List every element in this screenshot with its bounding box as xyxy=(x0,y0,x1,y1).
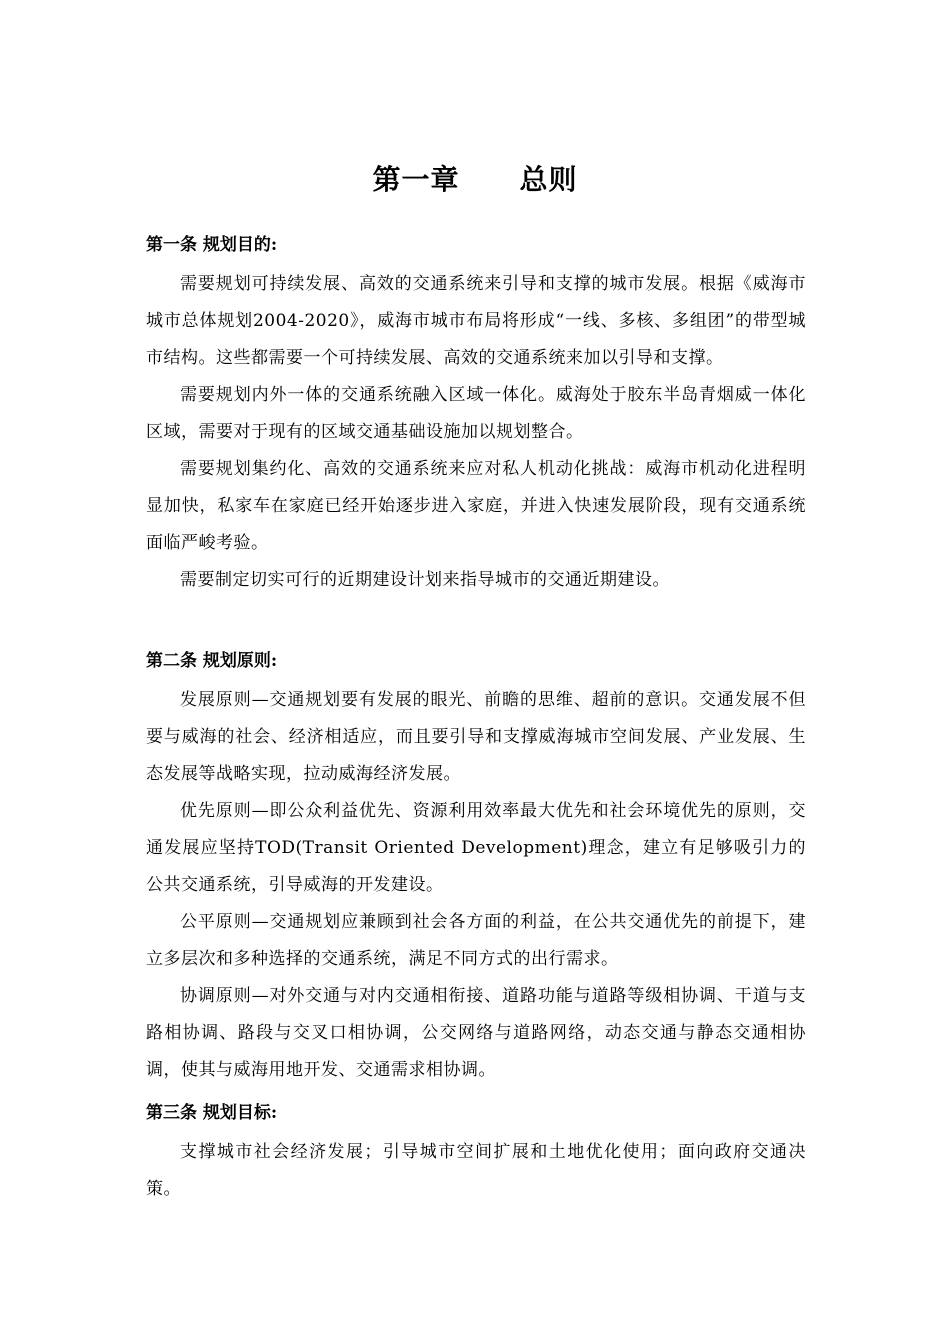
paragraph: 需要规划集约化、高效的交通系统来应对私人机动化挑战：威海市机动化进程明显加快，私家车在家庭已经开始逐步进入家庭，并进入快速发展阶段，现有交通系统面临严峻考验。 xyxy=(146,459,806,553)
paragraph: 支撑城市社会经济发展；引导城市空间扩展和土地优化使用；面向政府交通决策。 xyxy=(146,1142,806,1199)
paragraph: 公平原则—交通规划应兼顾到社会各方面的利益，在公共交通优先的前提下，建立多层次和多种选择的交通系统，满足不同方式的出行需求。 xyxy=(146,912,806,969)
paragraph: 需要规划可持续发展、高效的交通系统来引导和支撑的城市发展。根据《威海市城市总体规划2004-2020》，威海市城市布局将形成“一线、多核、多组团”的带型城市结构。这些都需要一个可持续发展、高效的交通系统来加以引导和支撑。 xyxy=(146,274,806,368)
article-heading: 第二条 规划原则: xyxy=(146,651,278,671)
paragraph: 协调原则—对外交通与对内交通相衔接、道路功能与道路等级相协调、干道与支路相协调、路段与交叉口相协调，公交网络与道路网络，动态交通与静态交通相协调，使其与威海用地开发、交通需求相协调。 xyxy=(146,986,806,1080)
article-1 xyxy=(146,232,806,599)
article-2 xyxy=(146,648,806,1089)
paragraph: 需要规划内外一体的交通系统融入区域一体化。威海处于胶东半岛青烟威一体化区域，需要对于现有的区域交通基础设施加以规划整合。 xyxy=(146,385,806,442)
chapter-name: 总则 xyxy=(519,163,578,196)
article-heading: 第三条 规划目标: xyxy=(146,1103,278,1123)
paragraph: 发展原则—交通规划要有发展的眼光、前瞻的思维、超前的意识。交通发展不但要与威海的社会、经济相适应，而且要引导和支撑威海城市空间发展、产业发展、生态发展等战略实现，拉动威海经济发展。 xyxy=(146,690,806,784)
paragraph: 优先原则—即公众利益优先、资源利用效率最大优先和社会环境优先的原则，交通发展应坚持TOD(Transit Oriented Development)理念，建立有足够吸引力的公共交通系统，引导威海的开发建设。 xyxy=(146,801,806,895)
paragraph: 需要制定切实可行的近期建设计划来指导城市的交通近期建设。 xyxy=(180,570,670,590)
article-heading: 第一条 规划目的: xyxy=(146,235,278,255)
chapter-number: 第一章 xyxy=(372,163,460,196)
article-3 xyxy=(146,1100,806,1208)
chapter-title xyxy=(0,158,950,198)
